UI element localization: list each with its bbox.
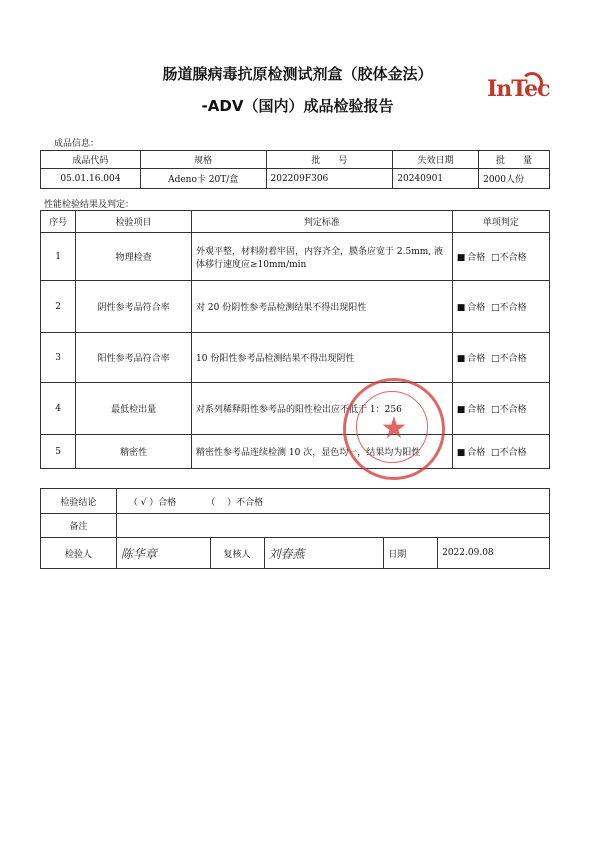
checked-box-icon: ■ [456, 405, 466, 415]
table-row [41, 435, 550, 469]
logo-text: InTec [487, 76, 550, 102]
row-judgement [452, 383, 549, 435]
fail-label: 不合格 [499, 253, 527, 263]
empty-box-icon: □ [490, 405, 500, 415]
fail-label: 不合格 [499, 448, 527, 458]
row-no: 4 [41, 383, 76, 435]
inspector-signature-cell [116, 538, 210, 569]
conclusion-label: 检验结论 [41, 489, 117, 514]
row-item: 最低检出量 [76, 383, 192, 435]
row-item: 物理检查 [76, 233, 192, 281]
product-header-code: 成品代码 [41, 151, 141, 169]
row-judgement [452, 233, 549, 281]
conclusion-fail-option: （ ）不合格 [206, 497, 264, 508]
row-no: 5 [41, 435, 76, 469]
empty-box-icon: □ [490, 303, 500, 313]
empty-box-icon: □ [490, 448, 500, 458]
inspector-label: 检验人 [41, 538, 117, 569]
remarks-value [116, 514, 549, 538]
reviewer-label: 复核人 [210, 538, 264, 569]
table-row [41, 333, 550, 383]
row-standard: 10 份阳性参考品检测结果不得出现阴性 [192, 333, 453, 383]
row-no: 3 [41, 333, 76, 383]
row-standard: 对 20 份阴性参考品检测结果不得出现阳性 [192, 281, 453, 333]
perf-header-standard: 判定标准 [192, 211, 453, 233]
perf-header-judgement: 单项判定 [452, 211, 549, 233]
row-standard: 精密性参考品连续检测 10 次，显色均一，结果均为阳性 [192, 435, 453, 469]
date-value: 2022.09.08 [438, 538, 550, 569]
row-no: 2 [41, 281, 76, 333]
row-judgement [452, 435, 549, 469]
conclusion-pass-option: （ √ ）合格 [128, 497, 177, 508]
fail-label: 不合格 [499, 303, 527, 313]
product-header-quantity: 批 量 [479, 151, 550, 169]
product-header-expiry: 失效日期 [393, 151, 479, 169]
company-seal-stamp [343, 378, 445, 480]
pass-label: 合格 [467, 354, 486, 364]
row-judgement [452, 281, 549, 333]
pass-label: 合格 [467, 448, 486, 458]
seal-star-icon: ★ [380, 411, 408, 446]
table-row [41, 383, 550, 435]
perf-header-no: 序号 [41, 211, 76, 233]
logo-arc-icon [521, 72, 543, 94]
pass-label: 合格 [467, 405, 486, 415]
product-info-table [40, 150, 550, 189]
empty-box-icon: □ [490, 253, 500, 263]
empty-box-icon: □ [490, 354, 500, 364]
perf-section-label: 性能检验结果及判定： [44, 200, 135, 210]
inspector-signature: 陈华章 [120, 546, 157, 561]
reviewer-signature: 刘春燕 [268, 546, 305, 561]
intec-logo [487, 72, 550, 108]
reviewer-signature-cell [264, 538, 384, 569]
date-label: 日期 [384, 538, 438, 569]
row-standard: 外观平整，材料附着牢固，内容齐全，膜条应宽于 2.5mm, 液体移行速度应≥10mm/min [192, 233, 453, 281]
pass-label: 合格 [467, 303, 486, 313]
product-expiry: 20240901 [393, 169, 479, 189]
conclusion-options [116, 489, 549, 514]
fail-label: 不合格 [499, 405, 527, 415]
row-judgement [452, 333, 549, 383]
row-item: 精密性 [76, 435, 192, 469]
product-section-label: 成品信息： [54, 139, 100, 149]
checked-box-icon: ■ [456, 448, 466, 458]
pass-label: 合格 [467, 253, 486, 263]
product-code: 05.01.16.004 [41, 169, 141, 189]
table-row [41, 281, 550, 333]
checked-box-icon: ■ [456, 354, 466, 364]
checked-box-icon: ■ [456, 303, 466, 313]
remarks-label: 备注 [41, 514, 117, 538]
row-item: 阳性参考品符合率 [76, 333, 192, 383]
product-header-lot: 批 号 [266, 151, 393, 169]
report-title-line1: 肠道腺病毒抗原检测试剂盒（胶体金法） [162, 65, 433, 83]
perf-header-item: 检验项目 [76, 211, 192, 233]
product-lot: 202209F306 [266, 169, 393, 189]
product-spec: Adeno卡 20T/盒 [140, 169, 266, 189]
row-no: 1 [41, 233, 76, 281]
table-row [41, 233, 550, 281]
conclusion-table [40, 488, 550, 569]
perf-table [40, 210, 550, 469]
row-item: 阴性参考品符合率 [76, 281, 192, 333]
row-standard: 对系列稀释阳性参考品的阳性检出应不低于 1：256 [192, 383, 453, 435]
report-title-line2: -ADV（国内）成品检验报告 [201, 97, 394, 115]
product-header-spec: 规格 [140, 151, 266, 169]
fail-label: 不合格 [499, 354, 527, 364]
product-quantity: 2000人份 [479, 169, 550, 189]
checked-box-icon: ■ [456, 253, 466, 263]
